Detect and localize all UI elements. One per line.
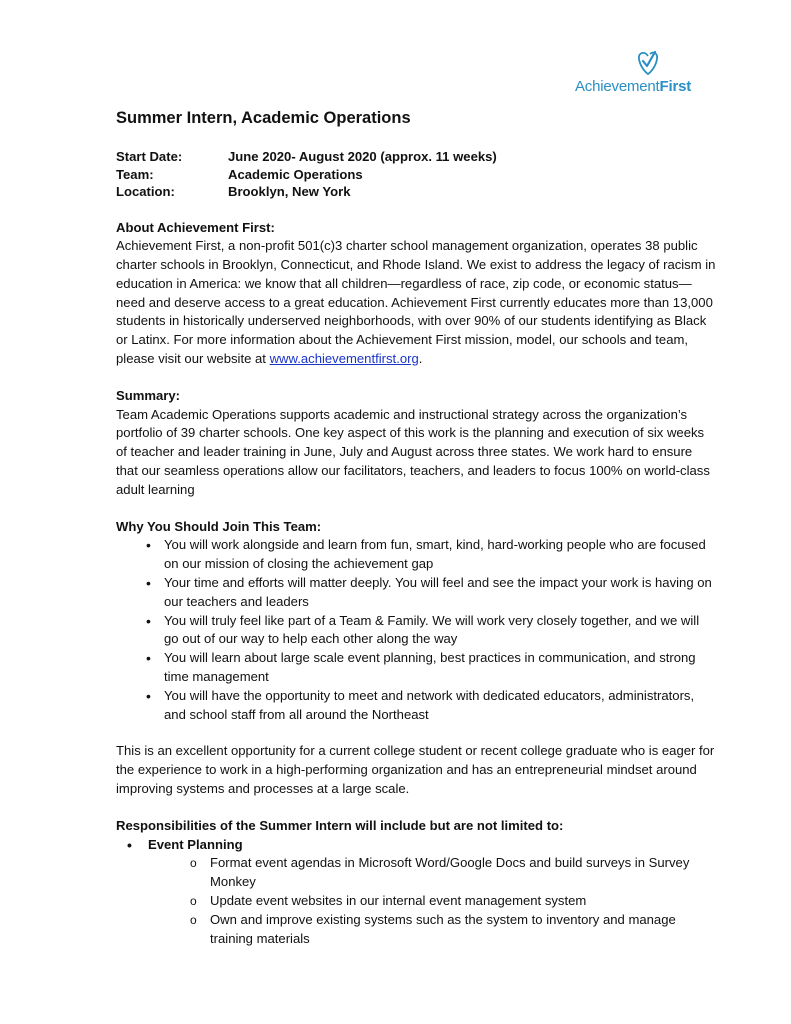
meta-start-date xyxy=(116,148,716,166)
meta-value: June 2020- August 2020 (approx. 11 weeks) xyxy=(228,149,497,164)
list-item: • You will truly feel like part of a Team & Family. We will work very closely together, and we will go out of our way to help each other along the way xyxy=(116,612,716,650)
responsibility-group xyxy=(116,836,716,949)
list-item: • You will work alongside and learn from fun, smart, kind, hard-working people who are focused on our mission of closing the achievement gap xyxy=(116,536,716,574)
logo-wordmark xyxy=(575,78,691,95)
about-heading: About Achievement First: xyxy=(116,219,275,235)
logo-text-regular: Achievement xyxy=(575,78,660,95)
why-list xyxy=(116,536,716,724)
spacer xyxy=(116,724,716,742)
meta-value: Academic Operations xyxy=(228,166,363,182)
achievement-first-logo xyxy=(575,48,715,100)
list-item: o Format event agendas in Microsoft Word/Google Docs and build surveys in Survey Monkey xyxy=(148,854,716,892)
summary-heading: Summary: xyxy=(116,387,181,403)
page-title: Summer Intern, Academic Operations xyxy=(116,109,411,127)
meta-label: Team: xyxy=(116,166,154,182)
website-link[interactable]: www.achievementfirst.org xyxy=(269,351,419,367)
logo-text-bold: First xyxy=(659,78,692,95)
why-heading: Why You Should Join This Team: xyxy=(116,518,322,534)
about-paragraph xyxy=(116,237,716,369)
heart-check-icon xyxy=(636,48,660,76)
responsibility-sublist xyxy=(148,854,716,948)
list-item: • You will have the opportunity to meet and network with dedicated educators, administrators, and school staff from all around the Northeast xyxy=(116,687,716,725)
meta-location xyxy=(116,183,716,201)
summary-paragraph: Team Academic Operations supports academic and instructional strategy across the organization’s portfolio of 39 charter schools. One key aspect of this work is the planning and execution of six weeks of teacher and leader training in June, July and August across three states. We work hard to ensure that our seamless operations allow our facilitators, teachers, and leaders to focus 100% on world-class adult learning xyxy=(116,406,710,497)
meta-value: Brooklyn, New York xyxy=(228,184,351,199)
list-item: o Update event websites in our internal event management system xyxy=(148,892,716,911)
responsibilities-heading: Responsibilities of the Summer Intern will include but are not limited to: xyxy=(116,817,564,833)
list-item: o Own and improve existing systems such as the system to inventory and manage training materials xyxy=(148,911,716,949)
job-meta xyxy=(116,148,716,201)
meta-label: Location: xyxy=(116,184,175,199)
list-item: • Your time and efforts will matter deeply. You will feel and see the impact your work is having on our teachers and leaders xyxy=(116,574,716,612)
meta-label: Start Date: xyxy=(116,149,183,164)
group-label: Event Planning xyxy=(148,836,243,852)
about-after-link: . xyxy=(418,351,423,367)
responsibilities-list xyxy=(116,836,716,949)
document-body xyxy=(116,107,716,948)
about-body: Achievement First, a non-profit 501(c)3 charter school management organization, operates 38 public charter schools in Brooklyn, Connecticut, and Rhode Island. We exist to address the legacy of racism in education in America: we know that all children—regardless of race, zip code, or economic status—need and deserve access to a great education. Achievement First currently educates more than 13,000 students in historically underserved neighborhoods, with over 90% of our students identifying as Black or Latinx. For more information about the Achievement First mission, model, our schools and team, please visit our website at xyxy=(116,238,716,367)
list-item: • You will learn about large scale event planning, best practices in communication, and strong time management xyxy=(116,649,716,687)
meta-team xyxy=(116,166,716,184)
opportunity-paragraph: This is an excellent opportunity for a current college student or recent college graduate who is eager for the experience to work in a high-performing organization and has an entrepreneurial mindset around improving systems and processes at a large scale. xyxy=(116,743,715,797)
